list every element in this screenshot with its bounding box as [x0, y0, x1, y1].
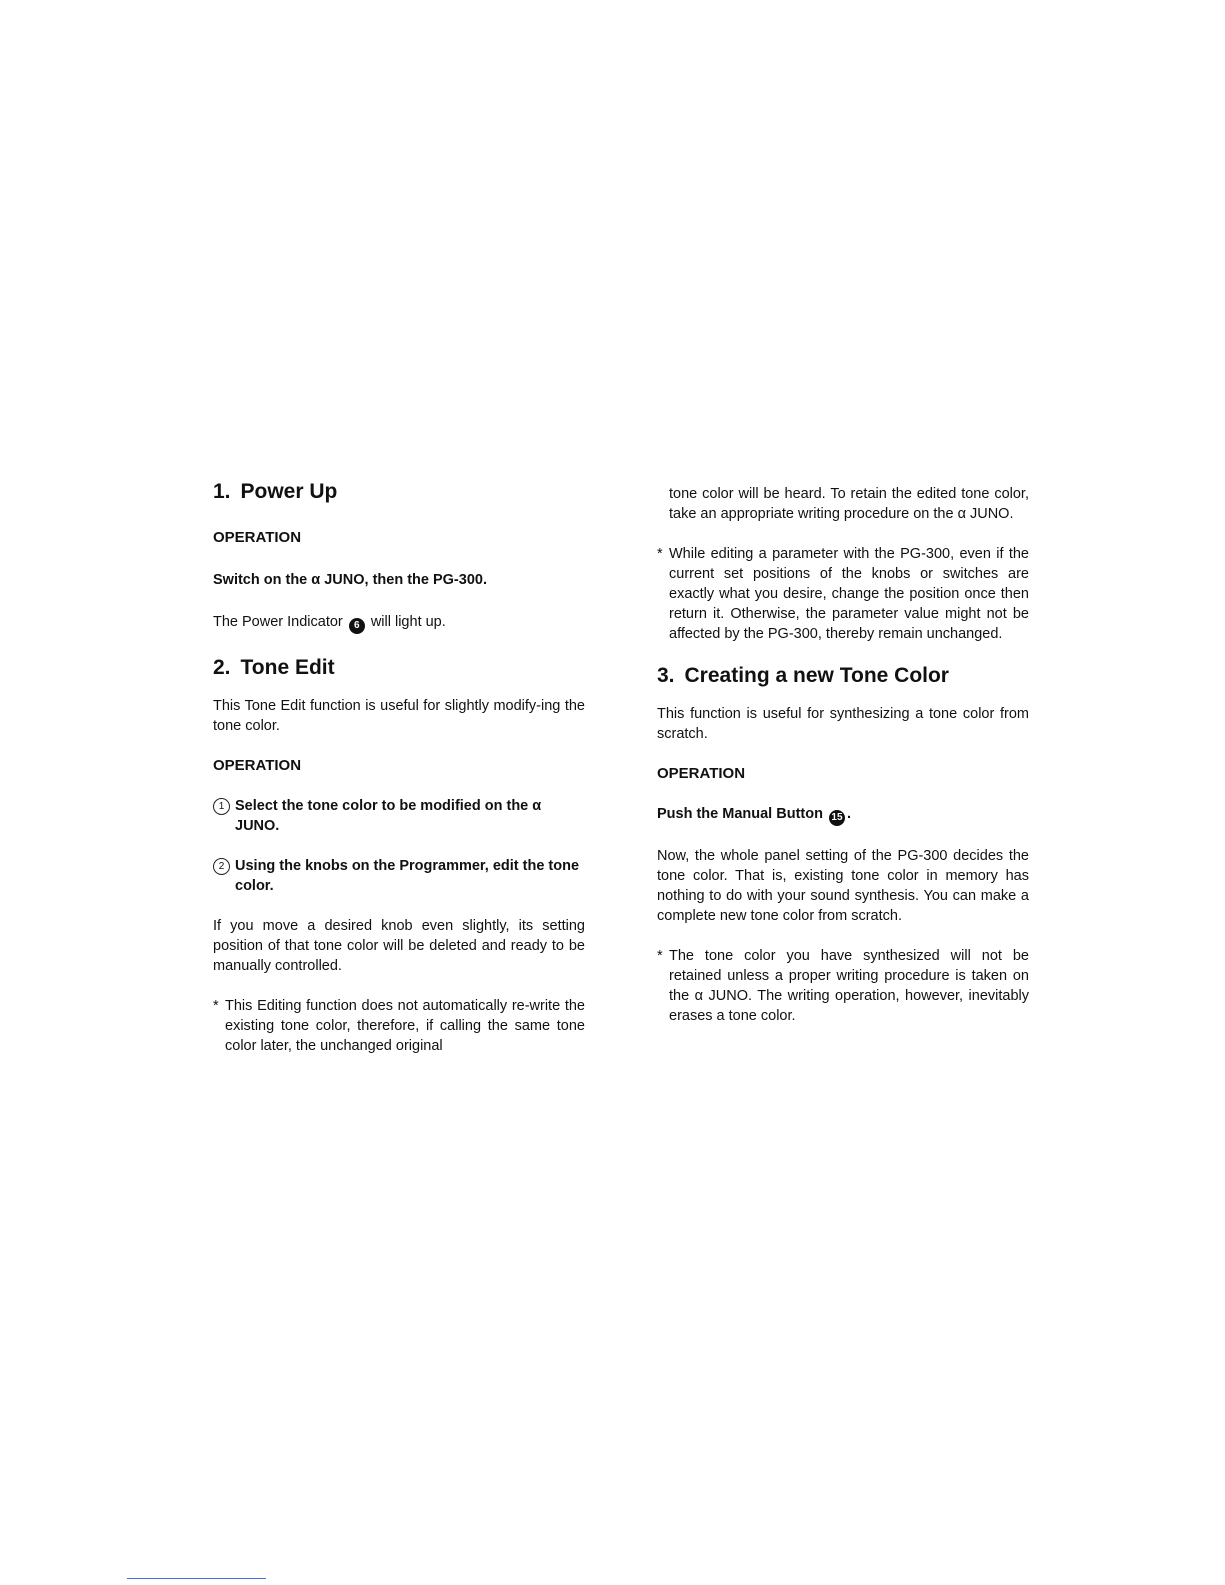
section-heading-tone-edit: 2. Tone Edit [213, 656, 335, 679]
operation-label: OPERATION [213, 529, 302, 546]
instruction-switch-on: Switch on the α JUNO, then the PG-300. [213, 572, 487, 588]
note-parameter-editing: * While editing a parameter with the PG-300, even if the current set positions of the knobs or switches are exactly what you desire, change the position once then return it. Otherwise, the parameter value might not be affected by the PG-300, thereby remain unchanged. [657, 546, 1029, 642]
manual-button-ref-icon: 15 [829, 810, 845, 826]
power-indicator-ref-icon: 6 [349, 618, 365, 634]
note-synthesized-tone: * The tone color you have synthesized will not be retained unless a proper writing procedure is taken on the α JUNO. The writing operation, however, inevitably erases a tone color. [657, 948, 1029, 1024]
tone-edit-description: This Tone Edit function is useful for slightly modify-ing the tone color. [213, 698, 585, 734]
step-1: 1 Select the tone color to be modified on the α JUNO. [213, 796, 585, 836]
knob-move-text: If you move a desired knob even slightly, its setting position of that tone color will be deleted and ready to be manually controlled. [213, 918, 585, 974]
section-heading-creating-tone: 3. Creating a new Tone Color [657, 664, 949, 687]
section-heading-power-up: 1. Power Up [213, 480, 338, 503]
bottom-rule [127, 1578, 266, 1579]
circled-number-icon: 2 [213, 858, 230, 875]
instruction-manual-button: Push the Manual Button 15 . [657, 804, 1029, 826]
left-column [213, 478, 585, 1056]
right-column [657, 484, 1029, 1026]
operation-label: OPERATION [213, 757, 302, 774]
circled-number-icon: 1 [213, 798, 230, 815]
operation-label: OPERATION [657, 765, 746, 782]
power-indicator-text: The Power Indicator 6 will light up. [213, 612, 585, 634]
step-2: 2 Using the knobs on the Programmer, edit the tone color. [213, 856, 585, 896]
creating-tone-description: This function is useful for synthesizing a tone color from scratch. [657, 706, 1029, 742]
note-editing-function: * This Editing function does not automatically re-write the existing tone color, therefore, if calling the same tone color later, the unchanged original [213, 998, 585, 1054]
panel-setting-text: Now, the whole panel setting of the PG-300 decides the tone color. That is, existing tone color in memory has nothing to do with your sound synthesis. You can make a complete new tone color from scratch. [657, 848, 1029, 924]
note-continuation: tone color will be heard. To retain the edited tone color, take an appropriate writing procedure on the α JUNO. [669, 486, 1029, 522]
